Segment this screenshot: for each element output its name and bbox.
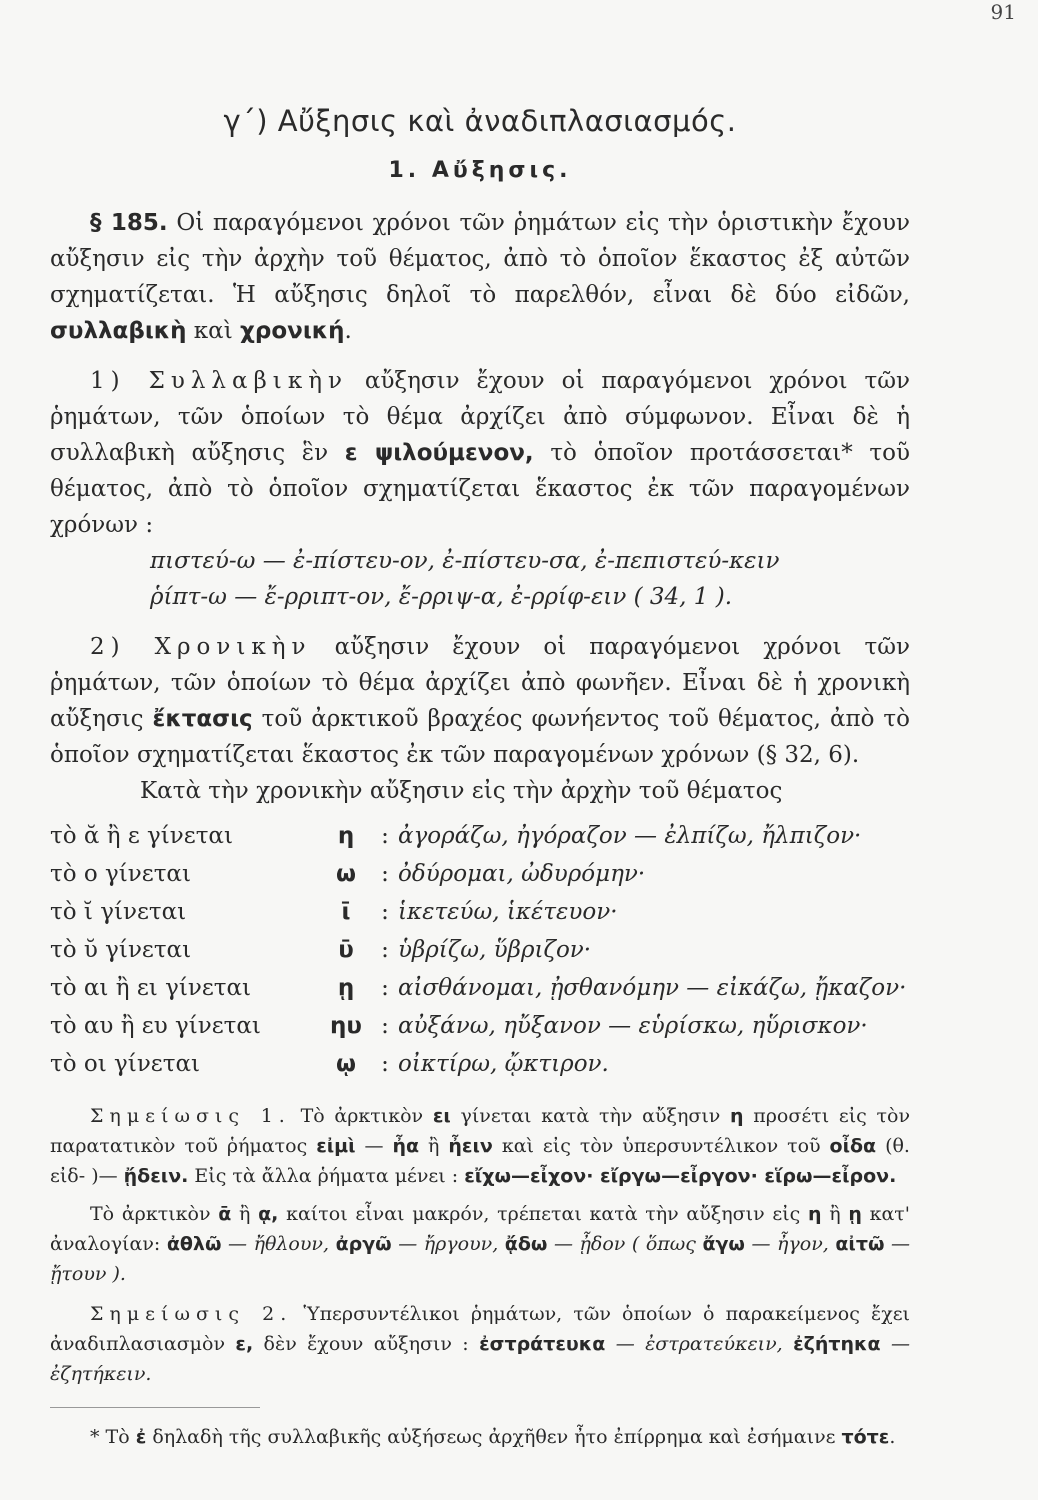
note-2	[50, 1299, 910, 1389]
chapter-heading: γ΄) Αὔξησις καὶ ἀναδιπλασιασμός.	[223, 104, 737, 138]
rule-examples: οἰκτίρω, ᾤκτιρον.	[398, 1051, 609, 1077]
bold-term: ἐστράτευκα	[479, 1333, 606, 1355]
bold-term: ε ψιλούμενον,	[344, 440, 534, 466]
bold-term: ῃ	[848, 1203, 862, 1225]
paragraph-syllabic	[50, 363, 910, 543]
page-number: 91	[990, 0, 1016, 24]
rule-to: η	[337, 823, 355, 849]
bold-term: εἰμὶ	[316, 1135, 356, 1157]
text: .	[889, 1426, 896, 1448]
text: τοῦ ἀρκτικοῦ βραχέος φωνήεντος τοῦ θέματος, ἀπὸ τὸ ὁποῖον σχηματίζεται ἕκαστος ἐκ τῶν παραγομένων χρόνων (§ 32, 6).	[50, 706, 910, 768]
text: αὔξησιν ἔχουν οἱ παραγόμενοι χρόνοι τῶν ῥημάτων, τῶν ὁποίων τὸ θέμα ἀρχίζει ἀπὸ φωνῆεν. Εἶναι δὲ ἡ χρονικὴ αὔξησις	[50, 634, 910, 732]
text: —	[355, 1135, 393, 1157]
bold-term: ᾳ,	[258, 1203, 279, 1225]
rule-to: ω	[336, 861, 356, 887]
rule-colon: :	[381, 937, 389, 963]
bold-term: ε,	[235, 1333, 254, 1355]
rule-from: τὸ ῠ γίνεται	[50, 937, 192, 963]
rule-to: ῡ	[338, 937, 354, 963]
rule-from: τὸ ο γίνεται	[50, 861, 191, 887]
text: .	[344, 318, 352, 344]
bold-term: χρονική	[240, 318, 345, 344]
augment-rules-table	[50, 817, 906, 1083]
text: καὶ εἰς τὸν ὑπερσυντέλικον τοῦ	[492, 1135, 830, 1157]
section-label: § 185.	[90, 210, 168, 236]
text: — ᾔτουν ).	[50, 1233, 911, 1285]
rule-to: ῳ	[336, 1051, 356, 1077]
rule-colon: :	[381, 975, 389, 1001]
text: ἢ	[419, 1135, 449, 1157]
page-body	[50, 40, 910, 1452]
bold-term: οἶδα	[829, 1135, 877, 1157]
text: Τὸ ἀρκτικὸν	[290, 1105, 433, 1127]
paragraph-intro-rules: Κατὰ τὴν χρονικὴν αὔξησιν εἰς τὴν ἀρχὴν τοῦ θέματος	[140, 778, 783, 804]
bold-term: ἦειν	[448, 1135, 493, 1157]
text: * Τὸ	[90, 1426, 136, 1448]
footnote-divider	[50, 1407, 260, 1408]
text: (θ. εἰδ- )—	[50, 1135, 910, 1187]
example-line: πιστεύ-ω — ἐ-πίστευ-ον, ἐ-πίστευ-σα, ἐ-πεπιστεύ-κειν	[150, 548, 780, 574]
example-line: ῥίπτ-ω — ἔ-ρριπτ-ον, ἔ-ρριψ-α, ἐ-ρρίφ-ειν ( 34, 1 ).	[150, 584, 733, 610]
text: ἢ	[821, 1203, 849, 1225]
bold-term: εἴχω—εἶχον· εἴργω—εἶργον· εἵρω—εἶρον.	[464, 1165, 897, 1187]
bold-term: ἀργῶ	[335, 1233, 392, 1255]
rule-colon: :	[381, 823, 389, 849]
spaced-heading: 2) Χρονικὴν	[90, 634, 312, 660]
rule-row	[50, 1045, 906, 1083]
text: — ἤθλουν,	[221, 1233, 336, 1255]
rule-examples: αὐξάνω, ηὔξανον — εὑρίσκω, ηὕρισκον·	[398, 1013, 868, 1039]
rule-from: τὸ ῐ γίνεται	[50, 899, 187, 925]
paragraph-185	[50, 205, 910, 349]
text: καίτοι εἶναι μακρόν, τρέπεται κατὰ τὴν αὔξησιν εἰς	[278, 1203, 808, 1225]
bold-term: η	[730, 1105, 744, 1127]
rule-from: τὸ αυ ἢ ευ γίνεται	[50, 1013, 261, 1039]
rule-examples: αἰσθάνομαι, ᾐσθανόμην — εἰκάζω, ᾔκαζον·	[398, 975, 907, 1001]
note-1-continued	[50, 1199, 910, 1289]
spaced-heading: Σημείωσις 2.	[90, 1303, 293, 1325]
bold-term: ἐζήτηκα	[793, 1333, 881, 1355]
rule-from: τὸ αι ἢ ει γίνεται	[50, 975, 252, 1001]
rule-row	[50, 855, 906, 893]
rule-colon: :	[381, 1051, 389, 1077]
footnote	[50, 1422, 910, 1452]
bold-term: αἰτῶ	[835, 1233, 885, 1255]
rule-examples: ὀδύρομαι, ὠδυρόμην·	[398, 861, 646, 887]
rule-colon: :	[381, 899, 389, 925]
bold-term: συλλαβικὴ	[50, 318, 187, 344]
rule-to: ηυ	[330, 1013, 362, 1039]
bold-term: ᾱ	[218, 1203, 232, 1225]
text: προσέτι εἰς τὸν παρατατικὸν τοῦ ῥήματος	[50, 1105, 910, 1157]
bold-term: ἐ	[135, 1426, 147, 1448]
rule-row	[50, 931, 906, 969]
rule-from: τὸ οι γίνεται	[50, 1051, 200, 1077]
rule-to: ῃ	[337, 975, 355, 1001]
text: αὔξησιν ἔχουν οἱ παραγόμενοι χρόνοι τῶν ῥημάτων, τῶν ὁποίων τὸ θέμα ἀρχίζει ἀπὸ σύμφωνον. Εἶναι δὲ ἡ συλλαβικὴ αὔξησις ἓν	[50, 368, 910, 466]
rule-examples: ὑβρίζω, ὕβριζον·	[398, 937, 592, 963]
text: ἢ	[231, 1203, 259, 1225]
bold-term: ἔκτασις	[152, 706, 253, 732]
bold-term: τότε	[841, 1426, 890, 1448]
bold-term: ἦα	[392, 1135, 420, 1157]
rule-to: ῑ	[341, 899, 351, 925]
rule-examples: ἀγοράζω, ἠγόραζον — ἐλπίζω, ἤλπιζον·	[398, 823, 862, 849]
text: — ἐστρατεύκειν,	[605, 1333, 794, 1355]
spaced-heading: 1) Συλλαβικὴν	[90, 368, 348, 394]
text: — ἐζητήκειν.	[50, 1333, 910, 1385]
text: δὲν ἔχουν αὔξησιν :	[253, 1333, 480, 1355]
bold-term: ει	[432, 1105, 451, 1127]
text: Οἱ παραγόμενοι χρόνοι τῶν ῥημάτων εἰς τὴν ὁριστικὴν ἔχουν αὔξησιν εἰς τὴν ἀρχὴν τοῦ θέματος, ἀπὸ τὸ ὁποῖον ἕκαστος ἐξ αὐτῶν σχηματίζεται. Ἡ αὔξησις δηλοῖ τὸ παρελθόν, εἶναι δὲ δύο εἰδῶν,	[50, 210, 910, 308]
text: — ἦγον,	[744, 1233, 836, 1255]
section-subheading: 1. Αὔξησις.	[388, 158, 572, 183]
text: γίνεται κατὰ τὴν αὔξησιν	[450, 1105, 731, 1127]
bold-term: ἄγω	[702, 1233, 745, 1255]
rule-row	[50, 817, 906, 855]
text: Τὸ ἀρκτικὸν	[90, 1203, 219, 1225]
spaced-heading: Σημείωσις 1.	[90, 1105, 291, 1127]
bold-term: ἀθλῶ	[166, 1233, 222, 1255]
bold-term: ᾄδω	[504, 1233, 548, 1255]
rule-row	[50, 1007, 906, 1045]
rule-colon: :	[381, 861, 389, 887]
text: — ἤργουν,	[391, 1233, 505, 1255]
paragraph-temporal	[50, 629, 910, 773]
text: κατ' ἀναλογίαν:	[50, 1203, 911, 1255]
rule-colon: :	[381, 1013, 389, 1039]
bold-term: η	[807, 1203, 822, 1225]
bold-term: ᾔδειν.	[123, 1165, 189, 1187]
text: καὶ	[186, 318, 241, 344]
rule-examples: ἱκετεύω, ἱκέτευον·	[398, 899, 618, 925]
text: τὸ ὁποῖον προτάσσεται* τοῦ θέματος, ἀπὸ τὸ ὁποῖον σχηματίζεται ἕκαστος ἐκ τῶν παραγομένων χρόνων :	[50, 440, 910, 538]
text: Εἰς τὰ ἄλλα ῥήματα μένει :	[188, 1165, 465, 1187]
rule-row	[50, 893, 906, 931]
text: Ὑπερσυντέλικοι ῥημάτων, τῶν ὁποίων ὁ παρακείμενος ἔχει ἀναδιπλασιασμὸν	[50, 1303, 911, 1355]
text: — ᾖδον ( ὅπως	[547, 1233, 703, 1255]
note-1	[50, 1101, 910, 1191]
rule-row	[50, 969, 906, 1007]
text: δηλαδὴ τῆς συλλαβικῆς αὐξήσεως ἀρχῆθεν ἦτο ἐπίρρημα καὶ ἐσήμαινε	[146, 1426, 842, 1448]
rule-from: τὸ ᾰ ἢ ε γίνεται	[50, 823, 233, 849]
